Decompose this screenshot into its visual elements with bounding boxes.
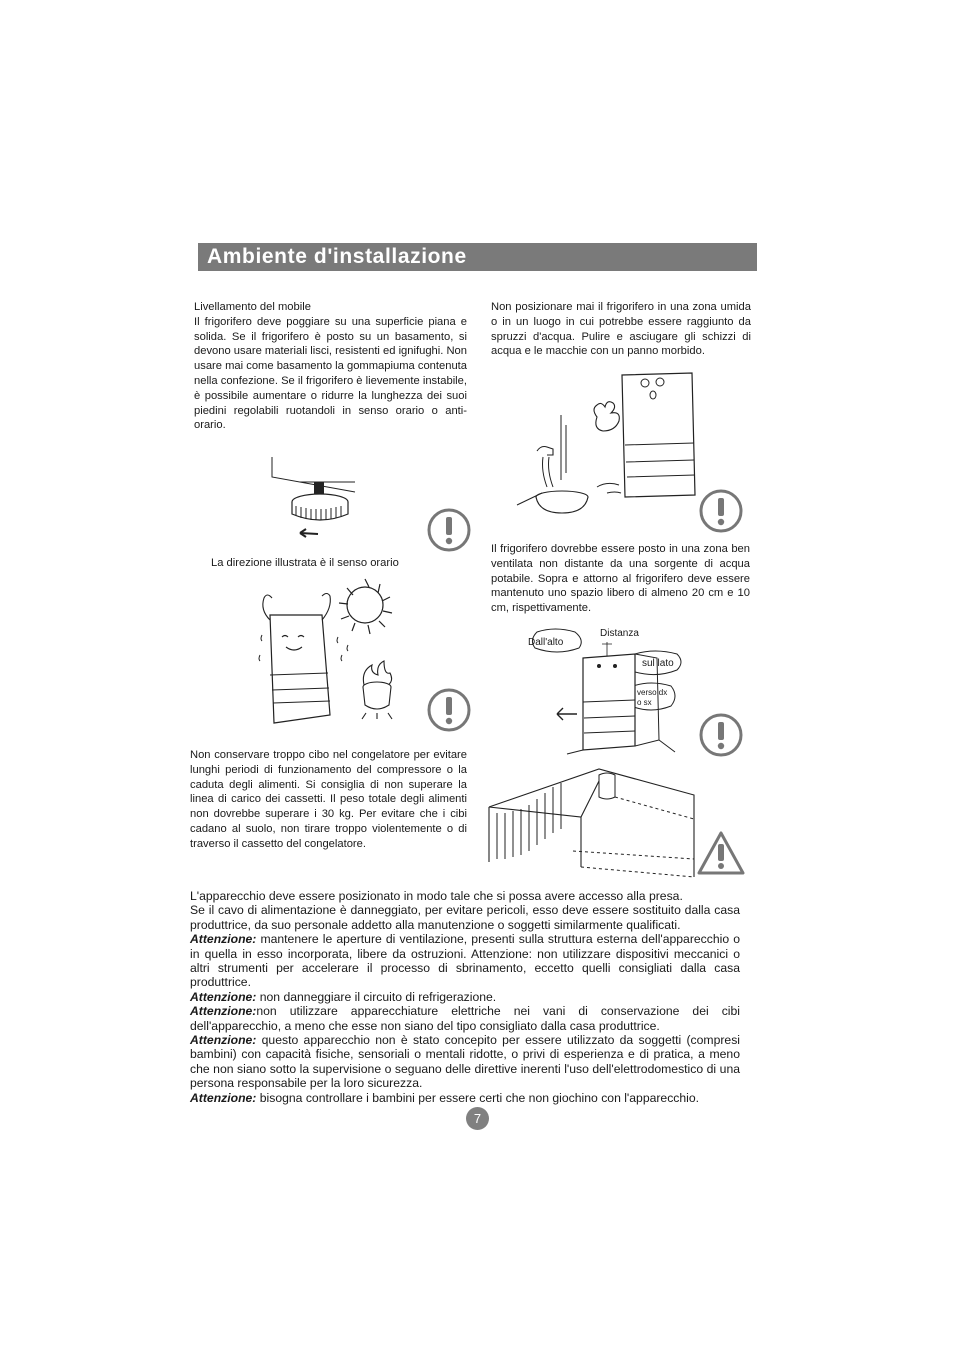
warning-triangle-icon xyxy=(697,830,745,876)
cable-text: Se il cavo di alimentazione è danneggiato, per evitare pericoli, esso deve essere sostituito dalla casa produttrice, da suo personale addetto alla manutenzione o soggetti similarmente qualificati. xyxy=(190,903,740,932)
label-verso2: o sx xyxy=(637,698,652,707)
fridge-heat-illustration xyxy=(252,575,402,730)
warning-label: Attenzione: xyxy=(190,932,257,947)
exclamation-icon xyxy=(427,508,471,552)
leveling-title: Livellamento del mobile xyxy=(194,301,311,313)
leveling-text: Il frigorifero deve poggiare su una superficie piana e solida. Se il frigorifero è posto su un basamento, si devono usare materiali lisci, resistenti ed ignifughi. Non usare mai come basamento la gommapiuma contenuta nella confezione. Se il frigorifero è lievemente instabile, è possibile aumentare o ridurre la lunghezza dei suoi piedini regolabili ruotandoli in senso orario o anti-orario. xyxy=(194,315,468,432)
leveling-section xyxy=(194,300,467,433)
exclamation-icon xyxy=(699,713,743,757)
label-sul-lato: sul lato xyxy=(642,658,674,669)
section-title: Ambiente d'installazione xyxy=(198,243,757,271)
ventilation-text: Il frigorifero dovrebbe essere posto in una zona ben ventilata non distante da una sorgente di acqua potabile. Sopra e attorno al frigorifero deve essere mantenuto uno spazio libero di almeno 20 cm e 10 cm, rispettivamente. xyxy=(491,543,750,615)
warning-text: mantenere le aperture di ventilazione, presenti sulla struttura esterna dell'apparecchio o in quella in esso incorporata, libere da ostruzioni. Attenzione: non utilizzare dispositivi meccanici o altri strumenti per accelerare il processo di sbrinamento, eccetto quelli consigliati dalla casa produttrice. xyxy=(190,932,740,990)
label-verso: verso dx xyxy=(637,688,668,697)
fridge-water-illustration xyxy=(517,365,707,520)
exclamation-icon xyxy=(699,489,743,533)
page-number: 7 xyxy=(466,1107,489,1130)
warning-label: Attenzione: xyxy=(190,1004,257,1019)
foot-caption: La direzione illustrata è il senso orario xyxy=(211,557,399,569)
label-dall-alto: Dall'alto xyxy=(528,637,564,648)
warning-2 xyxy=(190,990,740,1004)
humidity-text: Non posizionare mai il frigorifero in una zona umida o in un luogo in cui potrebbe essere raggiunto da spruzzi d'acqua. Pulire e asciugare gli schizzi di acqua e le macchie con un panno morbido. xyxy=(491,301,751,358)
freezer-text: Non conservare troppo cibo nel congelatore per evitare lunghi periodi di funzionamento del compressore o la caduta degli alimenti. Si consiglia di non superare la linea di carico dei cassetti. Il peso totale degli alimenti non dovrebbe superare i 30 kg. Per evitare che i cibi cadano al suolo, non tirare troppo violentemente o di traverso il cassetto del congelatore. xyxy=(190,749,467,850)
warning-label: Attenzione: xyxy=(190,1090,257,1105)
warning-1 xyxy=(190,932,740,990)
warning-3 xyxy=(190,1004,740,1033)
warning-label: Attenzione: xyxy=(190,989,257,1004)
safety-warnings xyxy=(190,889,740,1105)
warning-4 xyxy=(190,1033,740,1091)
access-text: L'apparecchio deve essere posizionato in modo tale che si possa avere accesso alla presa. xyxy=(190,889,683,903)
warning-5 xyxy=(190,1091,740,1105)
warning-text: bisogna controllare i bambini per essere certi che non giochino con l'apparecchio. xyxy=(256,1090,700,1105)
freezer-drawer-illustration xyxy=(489,767,694,877)
adjustable-foot-illustration xyxy=(270,452,360,542)
warning-text: questo apparecchio non è stato concepito per essere utilizzato da soggetti (compresi bambini) con capacità fisiche, sensoriali o mentali ridotte, o privi di esperienza e di pratica, a meno che non siano sotto la supervisione o seguano delle direttive inerenti l'uso dell'elettrodomestico di una persona responsabile per la loro sicurezza. xyxy=(190,1033,740,1091)
label-distanza: Distanza xyxy=(600,628,639,639)
warning-text: non danneggiare il circuito di refrigerazione. xyxy=(256,989,497,1004)
exclamation-icon xyxy=(427,688,471,732)
warning-label: Attenzione: xyxy=(190,1033,257,1048)
warning-text: non utilizzare apparecchiature elettriche nei vani di conservazione dei cibi dell'apparecchio, a meno che esse non siano del tipo consigliato dalla casa produttrice. xyxy=(190,1004,740,1033)
